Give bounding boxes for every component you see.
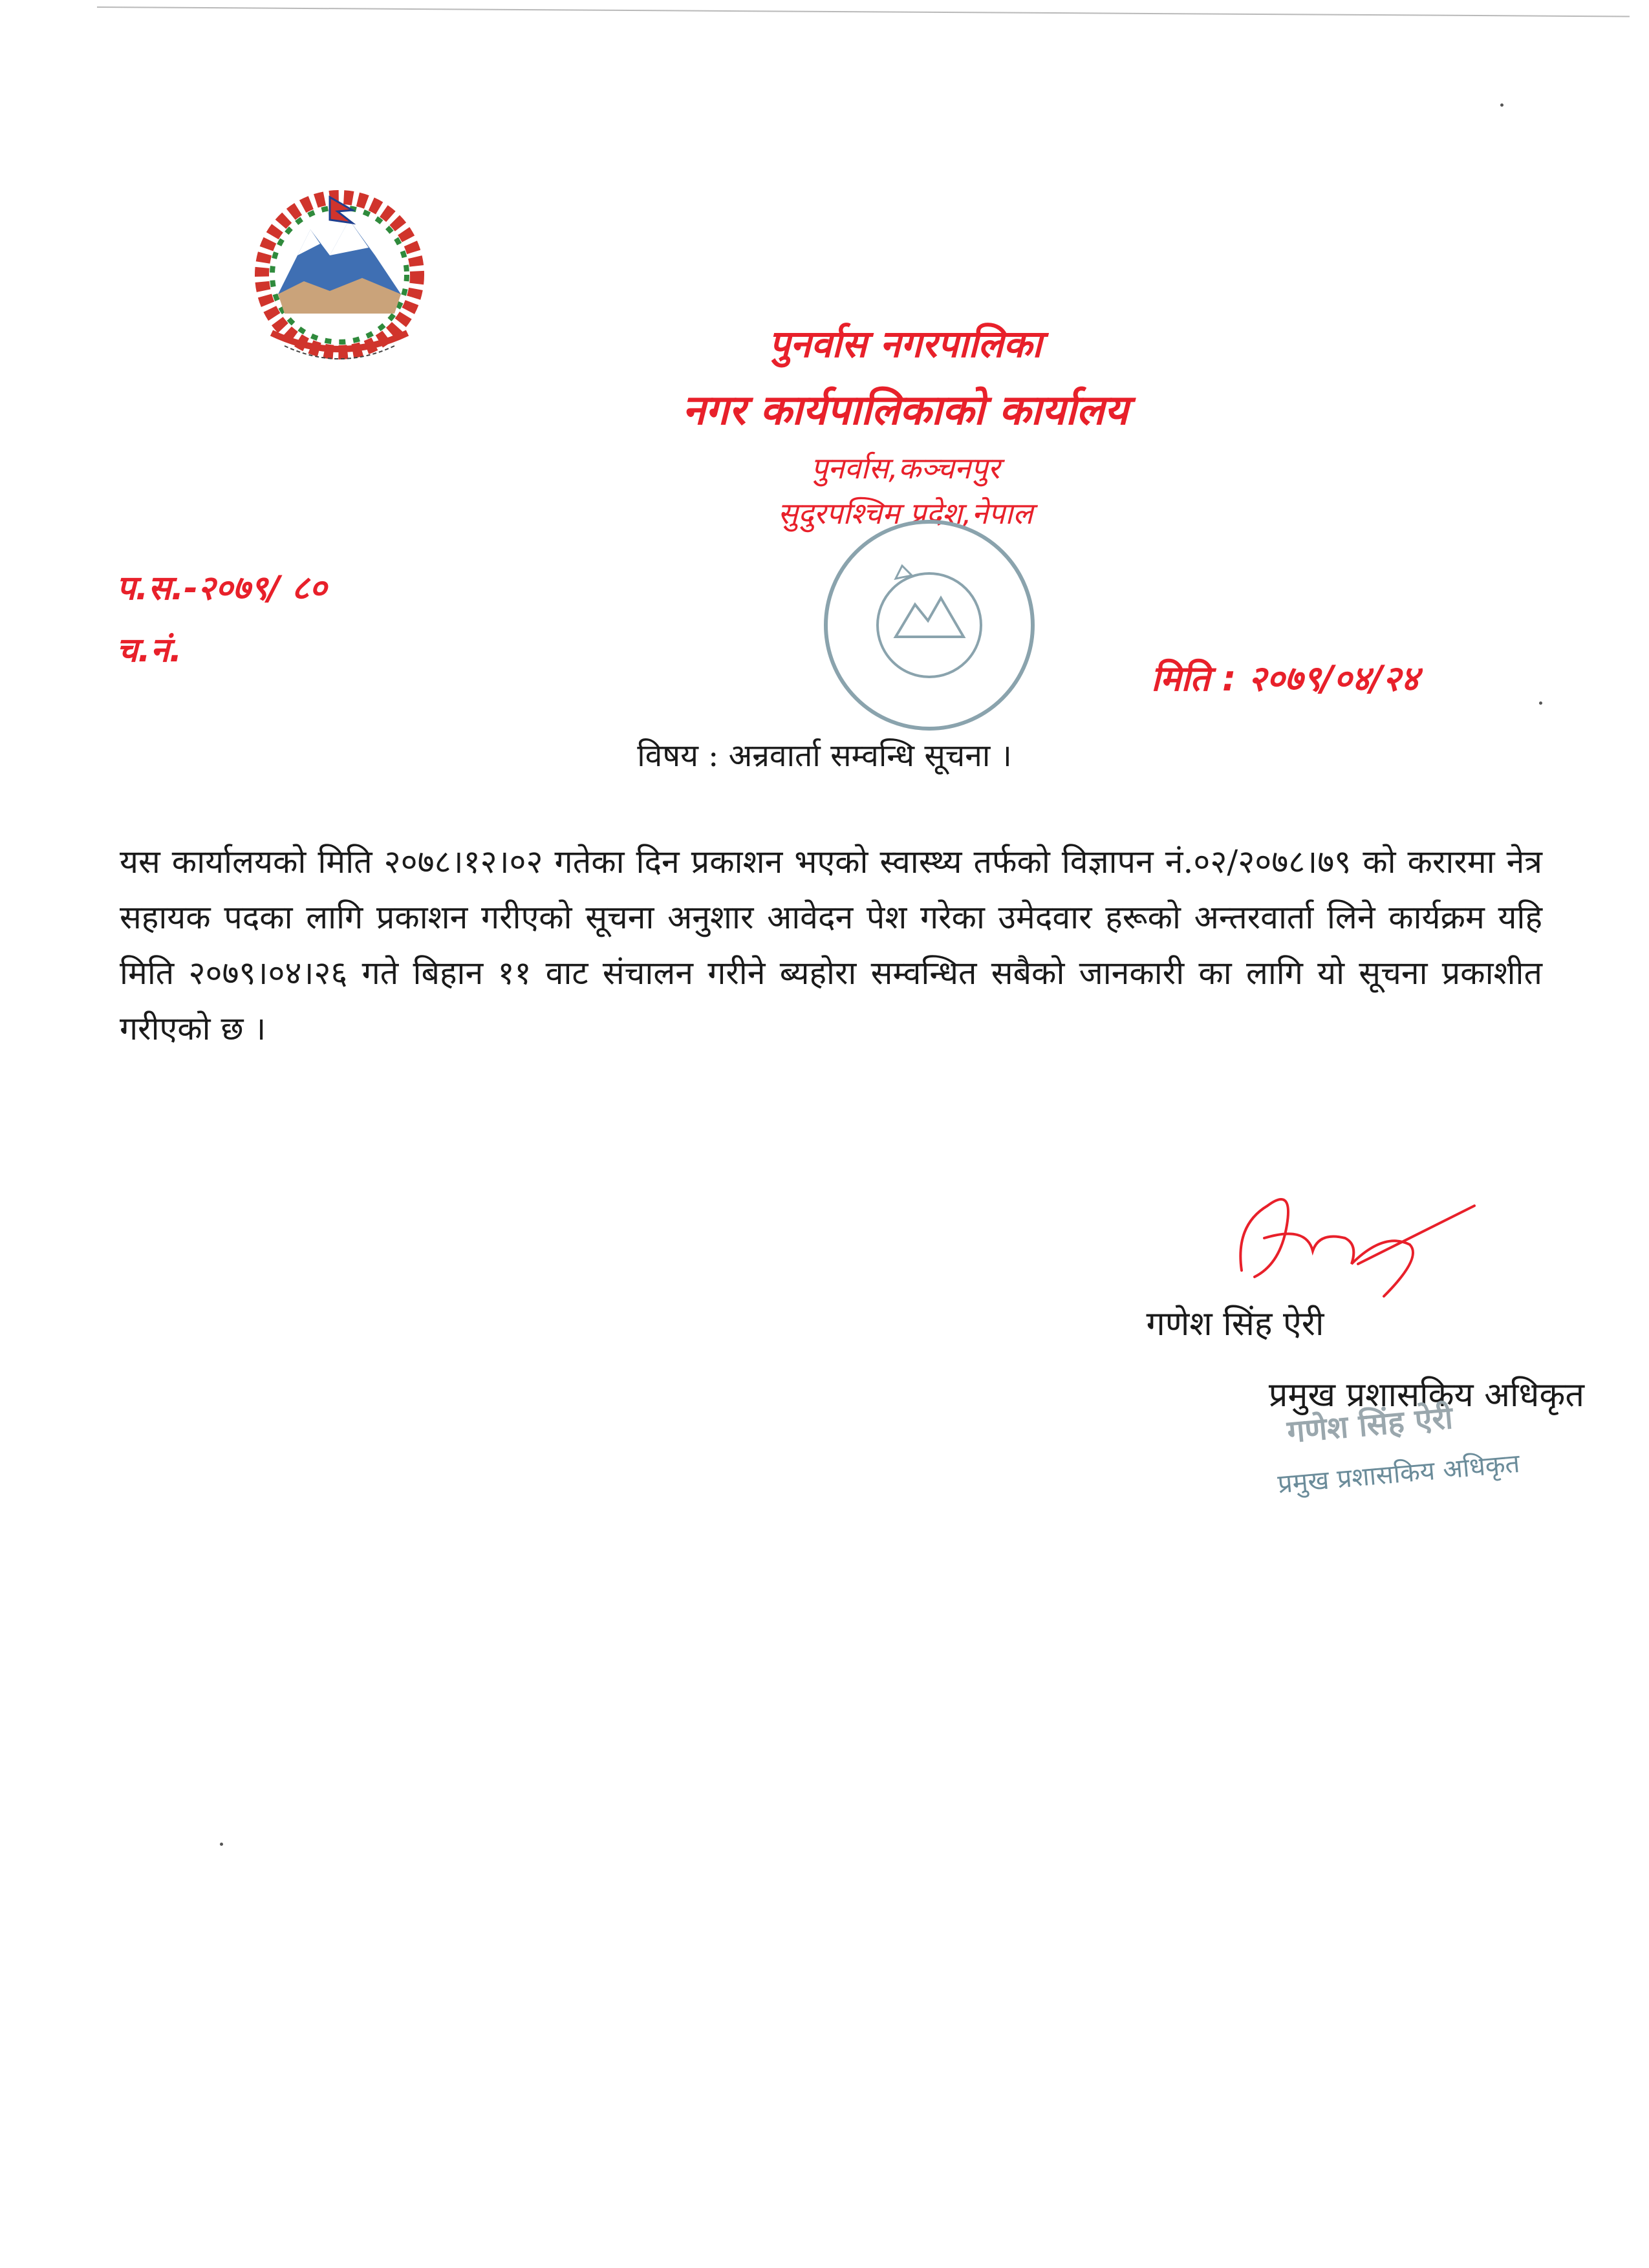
office-name: पुनर्वास नगरपालिका <box>768 322 1042 366</box>
signatory-title: प्रमुख प्रशासकिय अधिकृत <box>1268 1376 1584 1415</box>
scan-speck <box>1500 103 1503 107</box>
reference-number: प.स.-२०७९/ ८० <box>116 569 327 608</box>
office-seal-icon <box>818 514 1041 737</box>
scan-speck <box>220 1843 223 1846</box>
handwritten-signature-icon <box>1216 1167 1487 1303</box>
office-province: सुदुरपश्चिम प्रदेश,नेपाल <box>777 496 1033 531</box>
letter-date: मिति : २०७९/०४/२४ <box>1151 658 1419 699</box>
signatory-name: गणेश सिंह ऐरी <box>1146 1305 1324 1343</box>
title-stamp: प्रमुख प्रशासकिय अधिकृत <box>1276 1448 1522 1500</box>
scan-edge-line <box>97 6 1630 17</box>
office-address: पुनर्वास,कञ्चनपुर <box>810 451 1000 486</box>
dispatch-number: च.नं. <box>116 631 182 670</box>
subject-line: विषय : अन्रवार्ता सम्वन्धि सूचना । <box>637 738 1012 774</box>
notice-body: यस कार्यालयको मिति २०७८।१२।०२ गतेका दिन प्रकाशन भएको स्वास्थ्य तर्फको विज्ञापन नं.०२/२०७८।७९ को करारमा नेत्र सहायक पदका लागि प्रकाशन गरीएको सूचना अनुशार आवेदन पेश गरेका उमेदवार हरूको अन्तरवार्ता लिने कार्यक्रम यहि मिति २०७९।०४।२६ गते बिहान ११ वाट संचालन गरीने ब्यहोरा सम्वन्धित सबैको जानकारी का लागि यो सूचना प्रकाशीत गरीएको छ । <box>120 843 1542 1047</box>
scan-speck <box>1539 701 1542 705</box>
nepal-emblem-icon <box>233 184 446 365</box>
office-subtitle: नगर कार्यपालिकाको कार्यालय <box>682 387 1128 434</box>
name-stamp: गणेश सिंह ऐरी <box>1286 1399 1454 1451</box>
